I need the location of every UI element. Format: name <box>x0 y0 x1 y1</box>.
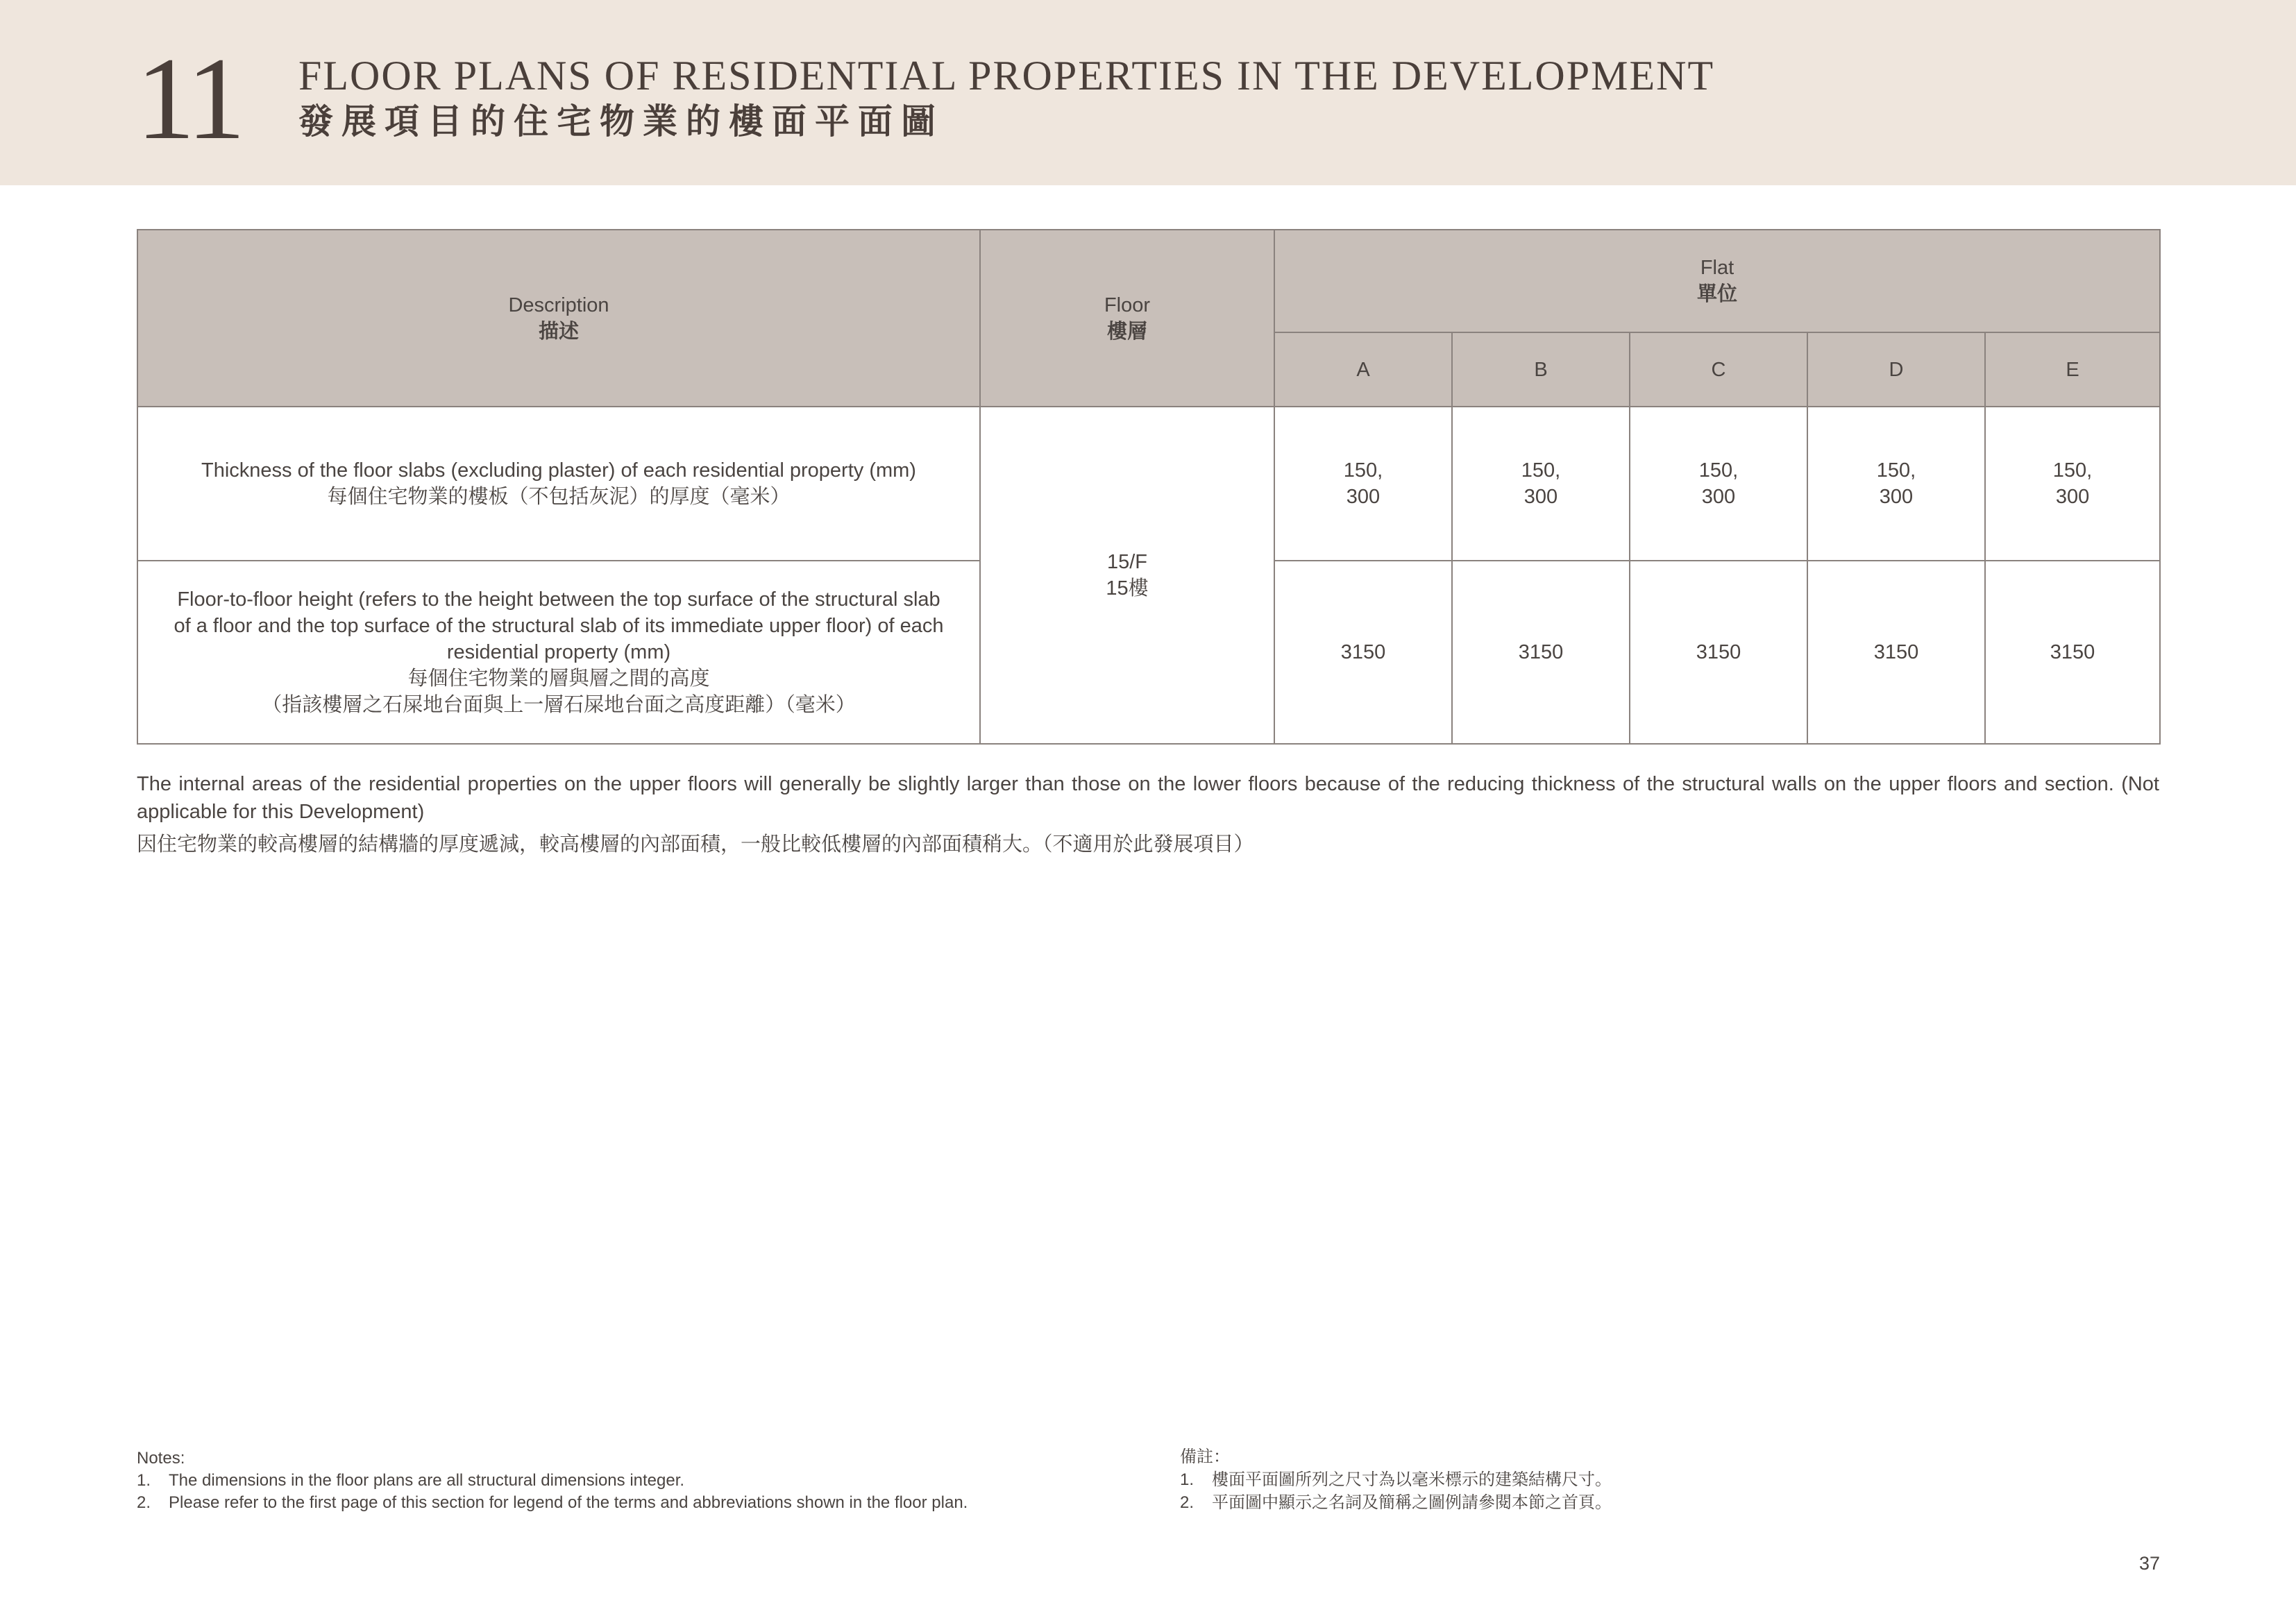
note-text: 樓面平面圖所列之尺寸為以毫米標示的建築結構尺寸。 <box>1212 1470 1612 1489</box>
page-number: 37 <box>2138 1553 2160 1574</box>
height-value-c: 3150 <box>1630 561 1807 744</box>
slab-value-e <box>1985 407 2160 561</box>
remark-zh: 因住宅物業的較高樓層的結構牆的厚度遞減，較高樓層的內部面積，一般比較低樓層的內部面積稍大。（不適用於此發展項目） <box>137 833 1254 856</box>
header-flat-en: Flat <box>1700 257 1734 279</box>
header-flat-e: E <box>1985 332 2160 407</box>
header-description-zh: 描述 <box>538 320 579 343</box>
notes-en-heading: Notes: <box>137 1449 185 1468</box>
height-value-b: 3150 <box>1452 561 1630 744</box>
section-number: 11 <box>136 33 242 164</box>
notes-en <box>137 1447 1143 1514</box>
header-flat-a: A <box>1274 332 1452 407</box>
header-flat-d: D <box>1807 332 1985 407</box>
note-text: 平面圖中顯示之名詞及簡稱之圖例請參閱本節之首頁。 <box>1212 1493 1612 1512</box>
note-number: 2. <box>1180 1493 1195 1512</box>
floor-label-en: 15/F <box>1106 551 1148 573</box>
header-flat-b: B <box>1452 332 1630 407</box>
header-flat-c: C <box>1630 332 1807 407</box>
value-line: 150, <box>1876 459 1916 482</box>
note-text: The dimensions in the floor plans are all structural dimensions integer. <box>169 1471 685 1490</box>
value-line: 150, <box>1521 459 1561 482</box>
row-slab-description-en: Thickness of the floor slabs (excluding plaster) of each residential property (mm) <box>201 459 916 482</box>
page-title-zh: 發展項目的住宅物業的樓面平面圖 <box>298 101 944 142</box>
list-item <box>137 1492 1143 1514</box>
header-description <box>137 230 980 407</box>
height-value-d: 3150 <box>1807 561 1985 744</box>
header-flat <box>1274 230 2160 332</box>
header-floor-zh: 樓層 <box>1106 320 1147 343</box>
row-height-description-en-3: residential property (mm) <box>446 641 671 663</box>
row-height-description-en-1: Floor-to-floor height (refers to the height between the top surface of the structural slab <box>177 588 940 611</box>
list-item <box>137 1470 1143 1492</box>
header-floor-en: Floor <box>1104 294 1151 316</box>
value-line: 150, <box>1343 459 1383 482</box>
slab-value-a <box>1274 407 1452 561</box>
floor-label-zh: 15樓 <box>1106 577 1149 600</box>
value-line: 300 <box>1523 486 1558 508</box>
floor-spec-table <box>137 229 2161 745</box>
header-flat-zh: 單位 <box>1697 283 1738 305</box>
row-height-description-zh-2: （指該樓層之石屎地台面與上一層石屎地台面之高度距離）（毫米） <box>262 694 856 716</box>
slab-value-c <box>1630 407 1807 561</box>
row-height-description-en-2: of a floor and the top surface of the structural slab of its immediate upper floor) of each <box>174 615 944 637</box>
table-row <box>137 407 2160 561</box>
notes-zh <box>1180 1445 2013 1514</box>
note-number: 1. <box>1180 1470 1195 1489</box>
slab-value-b <box>1452 407 1630 561</box>
height-value-a: 3150 <box>1274 561 1452 744</box>
row-height-description-zh-1: 每個住宅物業的層與層之間的高度 <box>407 668 710 690</box>
row-height-description <box>137 561 980 744</box>
note-text: Please refer to the first page of this section for legend of the terms and abbreviations shown in the floor plan. <box>169 1493 968 1512</box>
header-floor <box>980 230 1274 407</box>
value-line: 300 <box>1701 486 1736 508</box>
value-line: 300 <box>2055 486 2090 508</box>
note-number: 2. <box>137 1493 151 1512</box>
header-description-en: Description <box>508 294 609 316</box>
row-slab-description-zh: 每個住宅物業的樓板（不包括灰泥）的厚度（毫米） <box>327 486 791 508</box>
note-number: 1. <box>137 1471 151 1490</box>
row-slab-description <box>137 407 980 561</box>
value-line: 300 <box>1346 486 1381 508</box>
remark-en: The internal areas of the residential properties on the upper floors will generally be slightly larger than those on the lower floors because of the reducing thickness of the structural walls on the upper floors and section. (Not applicable for this Development) <box>137 773 2159 823</box>
list-item <box>1180 1491 2013 1514</box>
value-line: 150, <box>1698 459 1739 482</box>
page-title-en: FLOOR PLANS OF RESIDENTIAL PROPERTIES IN THE DEVELOPMENT <box>298 53 1715 99</box>
height-value-e: 3150 <box>1985 561 2160 744</box>
list-item <box>1180 1468 2013 1491</box>
value-line: 300 <box>1879 486 1914 508</box>
slab-value-d <box>1807 407 1985 561</box>
notes-zh-heading: 備註： <box>1180 1447 1230 1466</box>
value-line: 150, <box>2052 459 2093 482</box>
floor-cell <box>980 407 1274 744</box>
